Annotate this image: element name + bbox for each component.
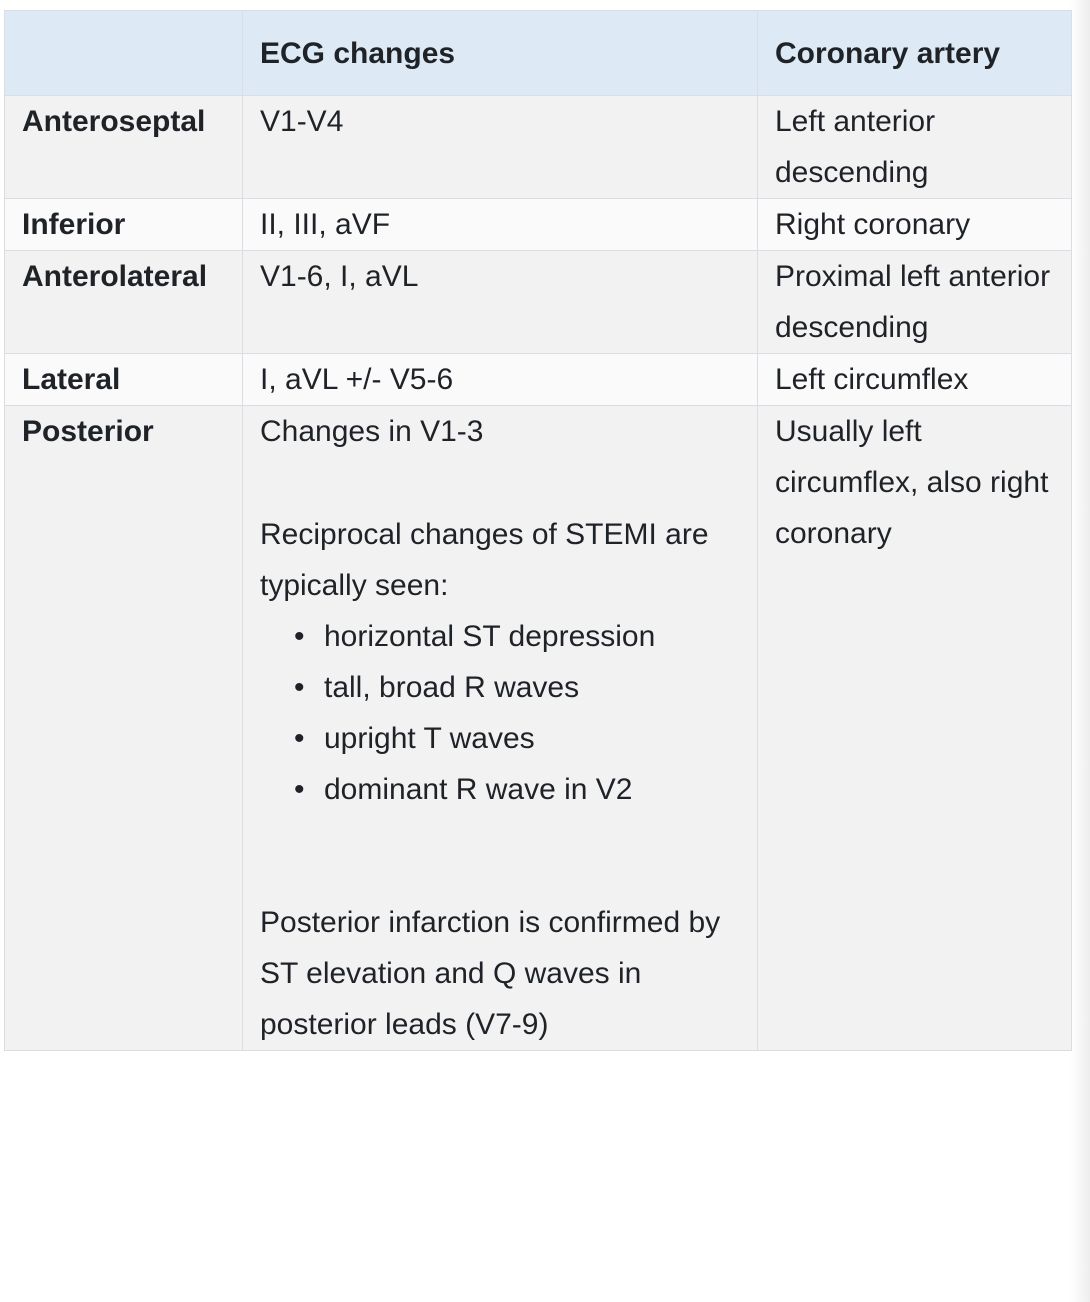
- table-header-row: [5, 11, 1072, 96]
- artery-cell: Usually left circumflex, also right coronary: [758, 406, 1072, 1051]
- header-cell-ecg-changes: ECG changes: [243, 11, 758, 96]
- list-item: • upright T waves: [324, 713, 740, 764]
- region-cell: Anteroseptal: [5, 96, 243, 199]
- list-item: • tall, broad R waves: [324, 662, 740, 713]
- artery-cell: Left anterior descending: [758, 96, 1072, 199]
- table-row: [5, 199, 1072, 251]
- ecg-cell: V1-6, I, aVL: [243, 251, 758, 354]
- artery-cell: Left circumflex: [758, 354, 1072, 406]
- reciprocal-changes-list: [260, 611, 740, 815]
- table-row: [5, 406, 1072, 1051]
- ecg-cell: I, aVL +/- V5-6: [243, 354, 758, 406]
- header-cell-coronary-artery: Coronary artery: [758, 11, 1072, 96]
- ecg-cell: V1-V4: [243, 96, 758, 199]
- region-cell: Lateral: [5, 354, 243, 406]
- mi-localization-table: [4, 10, 1072, 1051]
- ecg-cell: II, III, aVF: [243, 199, 758, 251]
- list-item: • horizontal ST depression: [324, 611, 740, 662]
- region-cell: Inferior: [5, 199, 243, 251]
- list-item: • dominant R wave in V2: [324, 764, 740, 815]
- region-cell: Posterior: [5, 406, 243, 1051]
- scroll-edge-shadow: [1070, 0, 1090, 1302]
- table-row: [5, 354, 1072, 406]
- table-row: [5, 96, 1072, 199]
- artery-cell: Proximal left anterior descending: [758, 251, 1072, 354]
- region-cell: Anterolateral: [5, 251, 243, 354]
- ecg-cell: [243, 406, 758, 1051]
- ecg-reciprocal-text: Reciprocal changes of STEMI are typically seen:: [260, 518, 709, 602]
- artery-cell: Right coronary: [758, 199, 1072, 251]
- ecg-confirm-text: Posterior infarction is confirmed by ST elevation and Q waves in posterior leads (V7-9): [260, 906, 721, 1041]
- ecg-intro-text: Changes in V1-3: [260, 415, 484, 448]
- table-row: [5, 251, 1072, 354]
- header-cell-region: [5, 11, 243, 96]
